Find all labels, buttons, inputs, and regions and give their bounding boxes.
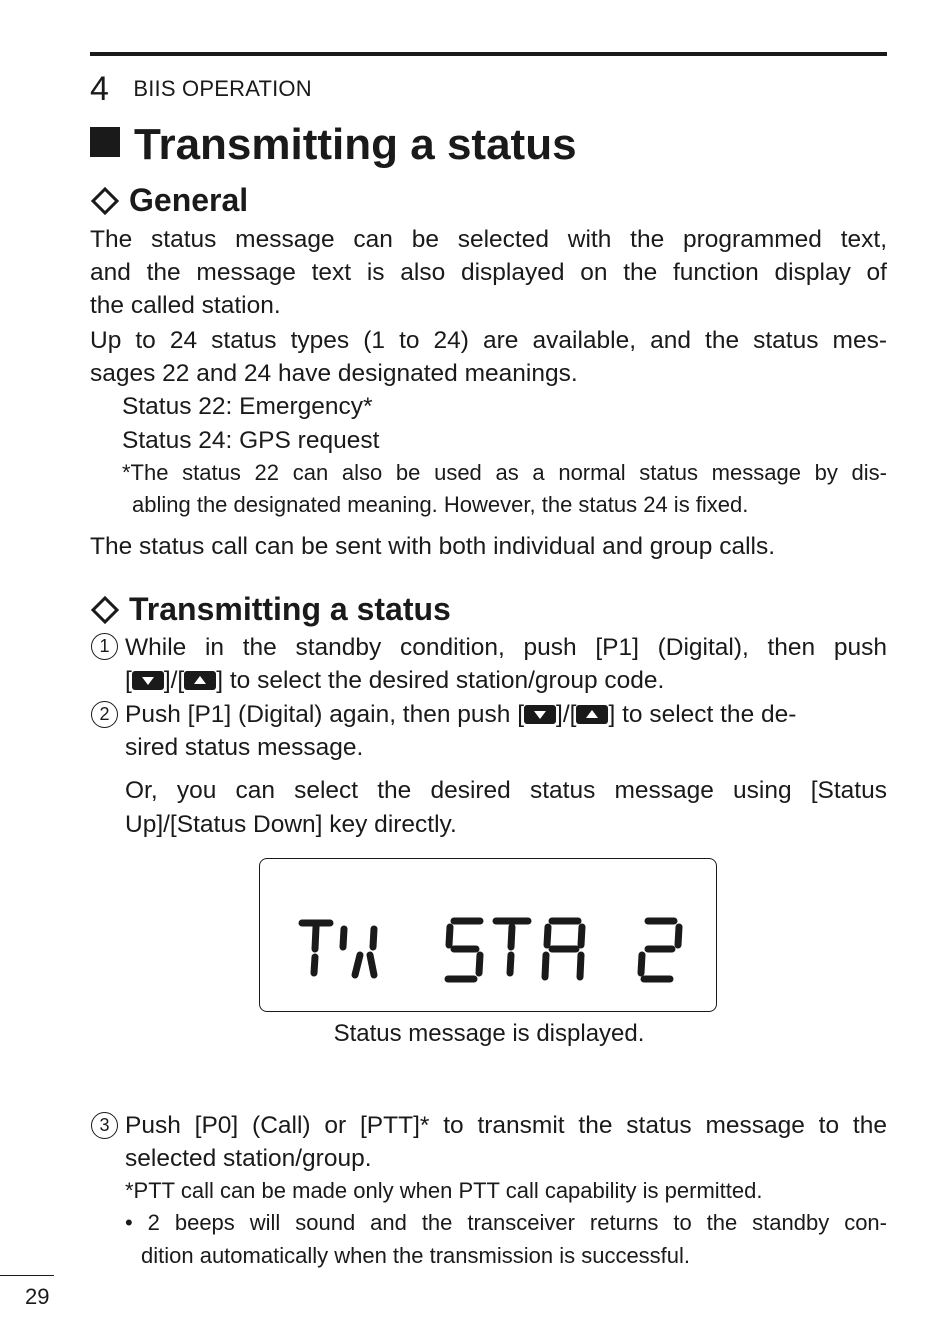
step-2-line1: Push [P1] (Digital) again, then push [ ]/[ ] to select the de-	[125, 701, 797, 728]
lcd-segments	[260, 859, 716, 1011]
step-1-line1: While in the standby condition, push [P1] (Digital), then push	[125, 634, 887, 661]
down-arrow-key-icon	[524, 705, 556, 724]
display-caption: Status message is displayed.	[333, 1020, 645, 1047]
footer-rule	[0, 1275, 54, 1276]
general-para3: The status call can be sent with both individual and group calls.	[90, 533, 776, 560]
step-2-line2: sired status message.	[125, 734, 364, 761]
step-2-alt-line2: Up]/[Status Down] key directly.	[125, 811, 457, 838]
note-line1: *The status 22 can also be used as a normal status message by dis-	[122, 460, 887, 485]
lcd-char-2	[641, 921, 679, 979]
square-bullet-icon	[90, 127, 120, 157]
general-heading: General	[90, 182, 248, 219]
lcd-char-t1	[302, 923, 330, 973]
status-24-line: Status 24: GPS request	[122, 427, 380, 454]
lcd-text: TX STA 2	[488, 935, 493, 936]
chapter-number: 4	[90, 70, 109, 108]
general-para1-line1: The status message can be selected with the programmed text,	[90, 226, 887, 253]
general-para2-line2: sages 22 and 24 have designated meanings.	[90, 360, 578, 387]
step-2-alt-line1: Or, you can select the desired status message using [Status	[125, 777, 887, 804]
status-22-line: Status 22: Emergency*	[122, 393, 373, 420]
general-para1-line2: and the message text is also displayed on the function display of	[90, 259, 887, 286]
lcd-char-s	[448, 921, 480, 979]
lcd-char-x	[343, 929, 374, 975]
step-3-note: *PTT call can be made only when PTT call capability is permitted.	[125, 1178, 763, 1203]
transmitting-heading: Transmitting a status	[90, 591, 451, 628]
top-rule	[90, 52, 887, 56]
step-3-bullet-line1: • 2 beeps will sound and the transceiver returns to the standby con-	[125, 1210, 887, 1235]
general-para2-line1: Up to 24 status types (1 to 24) are available, and the status mes-	[90, 327, 887, 354]
step-3-line1: Push [P0] (Call) or [PTT]* to transmit the status message to the	[125, 1112, 887, 1139]
diamond-icon	[91, 186, 119, 214]
up-arrow-key-icon	[576, 705, 608, 724]
chapter-title: BIIS OPERATION	[133, 76, 312, 101]
up-arrow-key-icon	[184, 671, 216, 690]
step-3-number: 3	[91, 1112, 118, 1139]
step-1-line2: [ ]/[ ] to select the desired station/group code.	[125, 667, 665, 694]
lcd-char-a	[545, 921, 582, 977]
note-line2: abling the designated meaning. However, the status 24 is fixed.	[132, 492, 749, 517]
general-para1-line3: the called station.	[90, 292, 281, 319]
step-3-line2: selected station/group.	[125, 1145, 372, 1172]
lcd-char-t2	[496, 921, 528, 973]
section-title: Transmitting a status	[90, 120, 577, 170]
page-number: 29	[25, 1284, 50, 1309]
lcd-display	[259, 858, 717, 1012]
diamond-icon	[91, 595, 119, 623]
step-3-bullet-line2: dition automatically when the transmission is successful.	[141, 1243, 691, 1268]
down-arrow-key-icon	[132, 671, 164, 690]
step-1-number: 1	[91, 633, 118, 660]
chapter-header	[90, 70, 312, 109]
step-2-number: 2	[91, 701, 118, 728]
